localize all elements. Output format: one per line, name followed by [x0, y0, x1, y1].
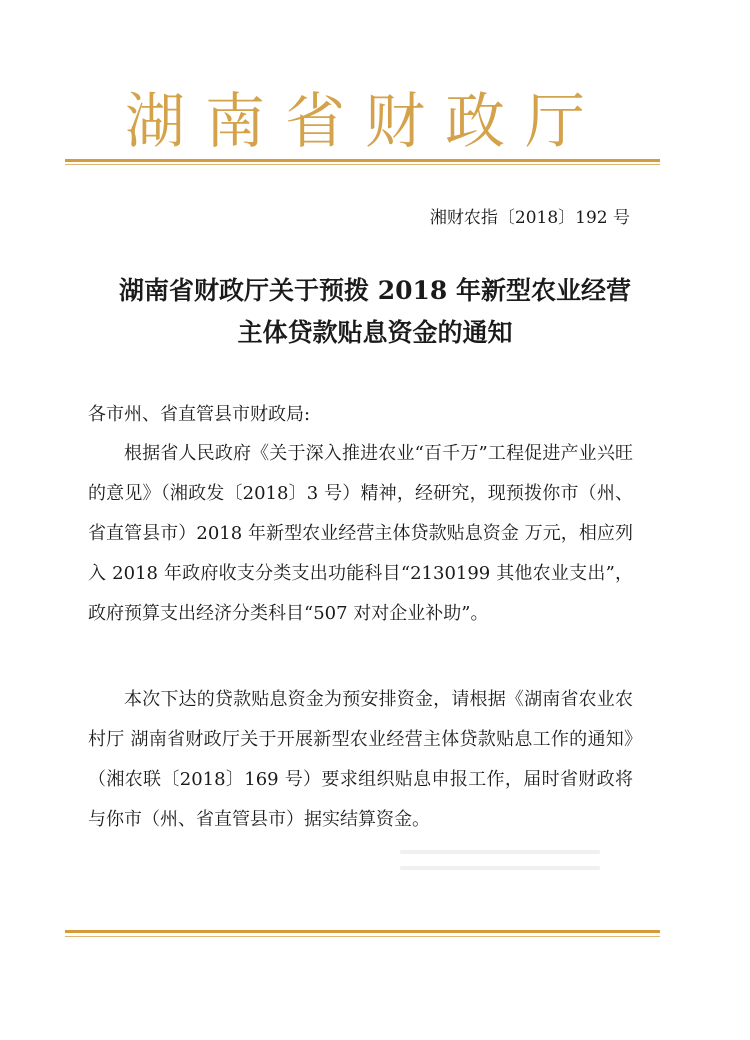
bleed-through-marks: [400, 838, 600, 898]
document-number: 湘财农指〔2018〕192 号: [429, 208, 630, 228]
footer-rule: [65, 930, 660, 933]
body-paragraph-1: 根据省人民政府《关于深入推进农业“百千万”工程促进产业兴旺的意见》（湘政发〔2018〕3 号）精神，经研究，现预拨你市（州、省直管县市）2018 年新型农业经营主体贷款贴息资金 万元，相应列入 2018 年政府收支分类支出功能科目“2130199 其他农业支出”，政府预算支出经济分类科目“507 对对企业补助”。: [88, 443, 633, 624]
letterhead-rule-thin: [65, 164, 660, 165]
document-title: [60, 270, 690, 354]
letterhead-title: 湖南省财政厅: [125, 87, 605, 157]
title-line-1: 湖南省财政厅关于预拨 2018 年新型农业经营: [119, 276, 631, 305]
salutation: 各市州、省直管县市财政局:: [88, 404, 311, 425]
letterhead-rule: [65, 159, 660, 162]
title-line-2: 主体贷款贴息资金的通知: [237, 318, 513, 347]
body-paragraph-2: 本次下达的贷款贴息资金为预安排资金，请根据《湖南省农业农村厅 湖南省财政厅关于开展新型农业经营主体贷款贴息工作的通知》（湘农联〔2018〕169 号）要求组织贴息申报工作，届时省财政将与你市（州、省直管县市）据实结算资金。: [88, 689, 633, 830]
footer-rule-thin: [65, 936, 660, 937]
